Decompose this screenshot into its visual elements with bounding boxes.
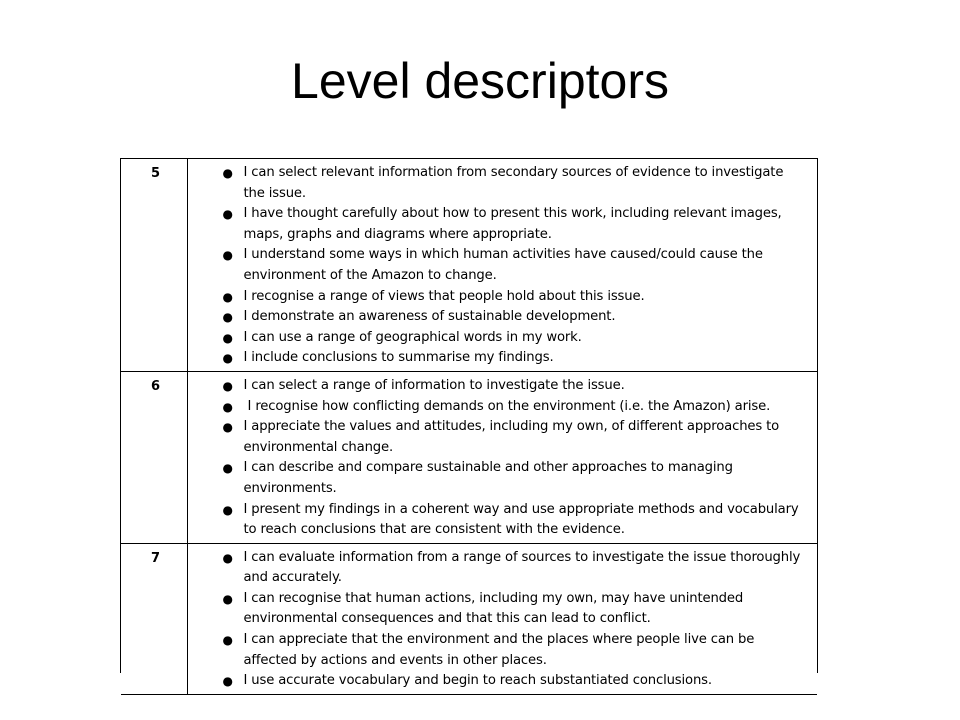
bullet-icon: ●	[222, 461, 233, 476]
list-item	[218, 287, 808, 308]
descriptor-text: I present my findings in a coherent way and use appropriate methods and vocabulary to reach conclusions that are consistent with the evidence.	[243, 501, 799, 538]
descriptor-text: I understand some ways in which human activities have caused/could cause the environment of the Amazon to change.	[243, 247, 763, 283]
bullet-icon: ●	[222, 674, 233, 689]
list-item	[218, 348, 808, 369]
descriptor-text: I can recognise that human actions, including my own, may have unintended environmental consequences and that this can lead to conflict.	[243, 590, 744, 627]
bullet-icon: ●	[222, 633, 233, 648]
bullet-icon: ●	[222, 289, 233, 304]
bullet-icon: ●	[222, 351, 233, 366]
list-item	[218, 500, 808, 541]
descriptor-text: I demonstrate an awareness of sustainable development.	[243, 309, 616, 325]
table-row	[121, 159, 817, 371]
bullet-icon: ●	[222, 502, 233, 517]
descriptor-cell	[187, 543, 817, 694]
table-body	[121, 159, 817, 694]
list-item	[218, 589, 808, 630]
list-item	[218, 245, 808, 286]
list-item	[218, 458, 808, 499]
list-item	[218, 548, 808, 589]
level-number: 7	[121, 543, 187, 694]
list-item	[218, 417, 808, 458]
bullet-icon: ●	[222, 550, 233, 565]
descriptor-cell	[187, 159, 817, 371]
list-item	[218, 376, 808, 397]
list-item	[218, 163, 808, 204]
level-descriptor-table	[120, 158, 818, 689]
list-item	[218, 397, 808, 418]
bullet-icon: ●	[222, 248, 233, 263]
descriptor-cell	[187, 371, 817, 543]
list-item	[218, 204, 808, 245]
bullet-icon: ●	[222, 207, 233, 222]
descriptor-text: I can select relevant information from secondary sources of evidence to investigate the issue.	[243, 165, 784, 201]
descriptor-text: I have thought carefully about how to present this work, including relevant images, maps, graphs and diagrams where appropriate.	[243, 206, 782, 242]
descriptor-text: I can appreciate that the environment and the places where people live can be affected by actions and events in other places.	[243, 632, 755, 668]
list-item	[218, 307, 808, 328]
descriptor-text: I include conclusions to summarise my findings.	[243, 350, 554, 366]
descriptor-text: I can describe and compare sustainable and other approaches to managing environments.	[243, 460, 733, 496]
descriptor-list	[218, 548, 808, 692]
level-number: 5	[121, 159, 187, 371]
level-number: 6	[121, 371, 187, 543]
table-row	[121, 371, 817, 543]
bullet-icon: ●	[222, 310, 233, 325]
table-row	[121, 543, 817, 694]
descriptor-text: I recognise how conflicting demands on the environment (i.e. the Amazon) arise.	[243, 398, 771, 414]
bullet-icon: ●	[222, 330, 233, 345]
descriptor-text: I can use a range of geographical words in my work.	[243, 329, 582, 345]
bullet-icon: ●	[222, 378, 233, 393]
page-title: Level descriptors	[291, 53, 669, 109]
descriptor-list	[218, 376, 808, 541]
bullet-icon: ●	[222, 166, 233, 180]
descriptor-text: I can evaluate information from a range of sources to investigate the issue thoroughly and accurately.	[243, 549, 801, 586]
list-item	[218, 630, 808, 671]
descriptor-text: I appreciate the values and attitudes, including my own, of different approaches to environmental change.	[243, 419, 780, 455]
bullet-icon: ●	[222, 591, 233, 606]
bullet-icon: ●	[222, 399, 233, 414]
list-item	[218, 328, 808, 349]
descriptor-text: I use accurate vocabulary and begin to reach substantiated conclusions.	[243, 673, 712, 689]
bullet-icon: ●	[222, 420, 233, 435]
descriptor-text: I can select a range of information to investigate the issue.	[243, 377, 625, 393]
descriptor-list	[218, 163, 808, 369]
descriptor-text: I recognise a range of views that people hold about this issue.	[243, 288, 645, 304]
list-item	[218, 671, 808, 692]
